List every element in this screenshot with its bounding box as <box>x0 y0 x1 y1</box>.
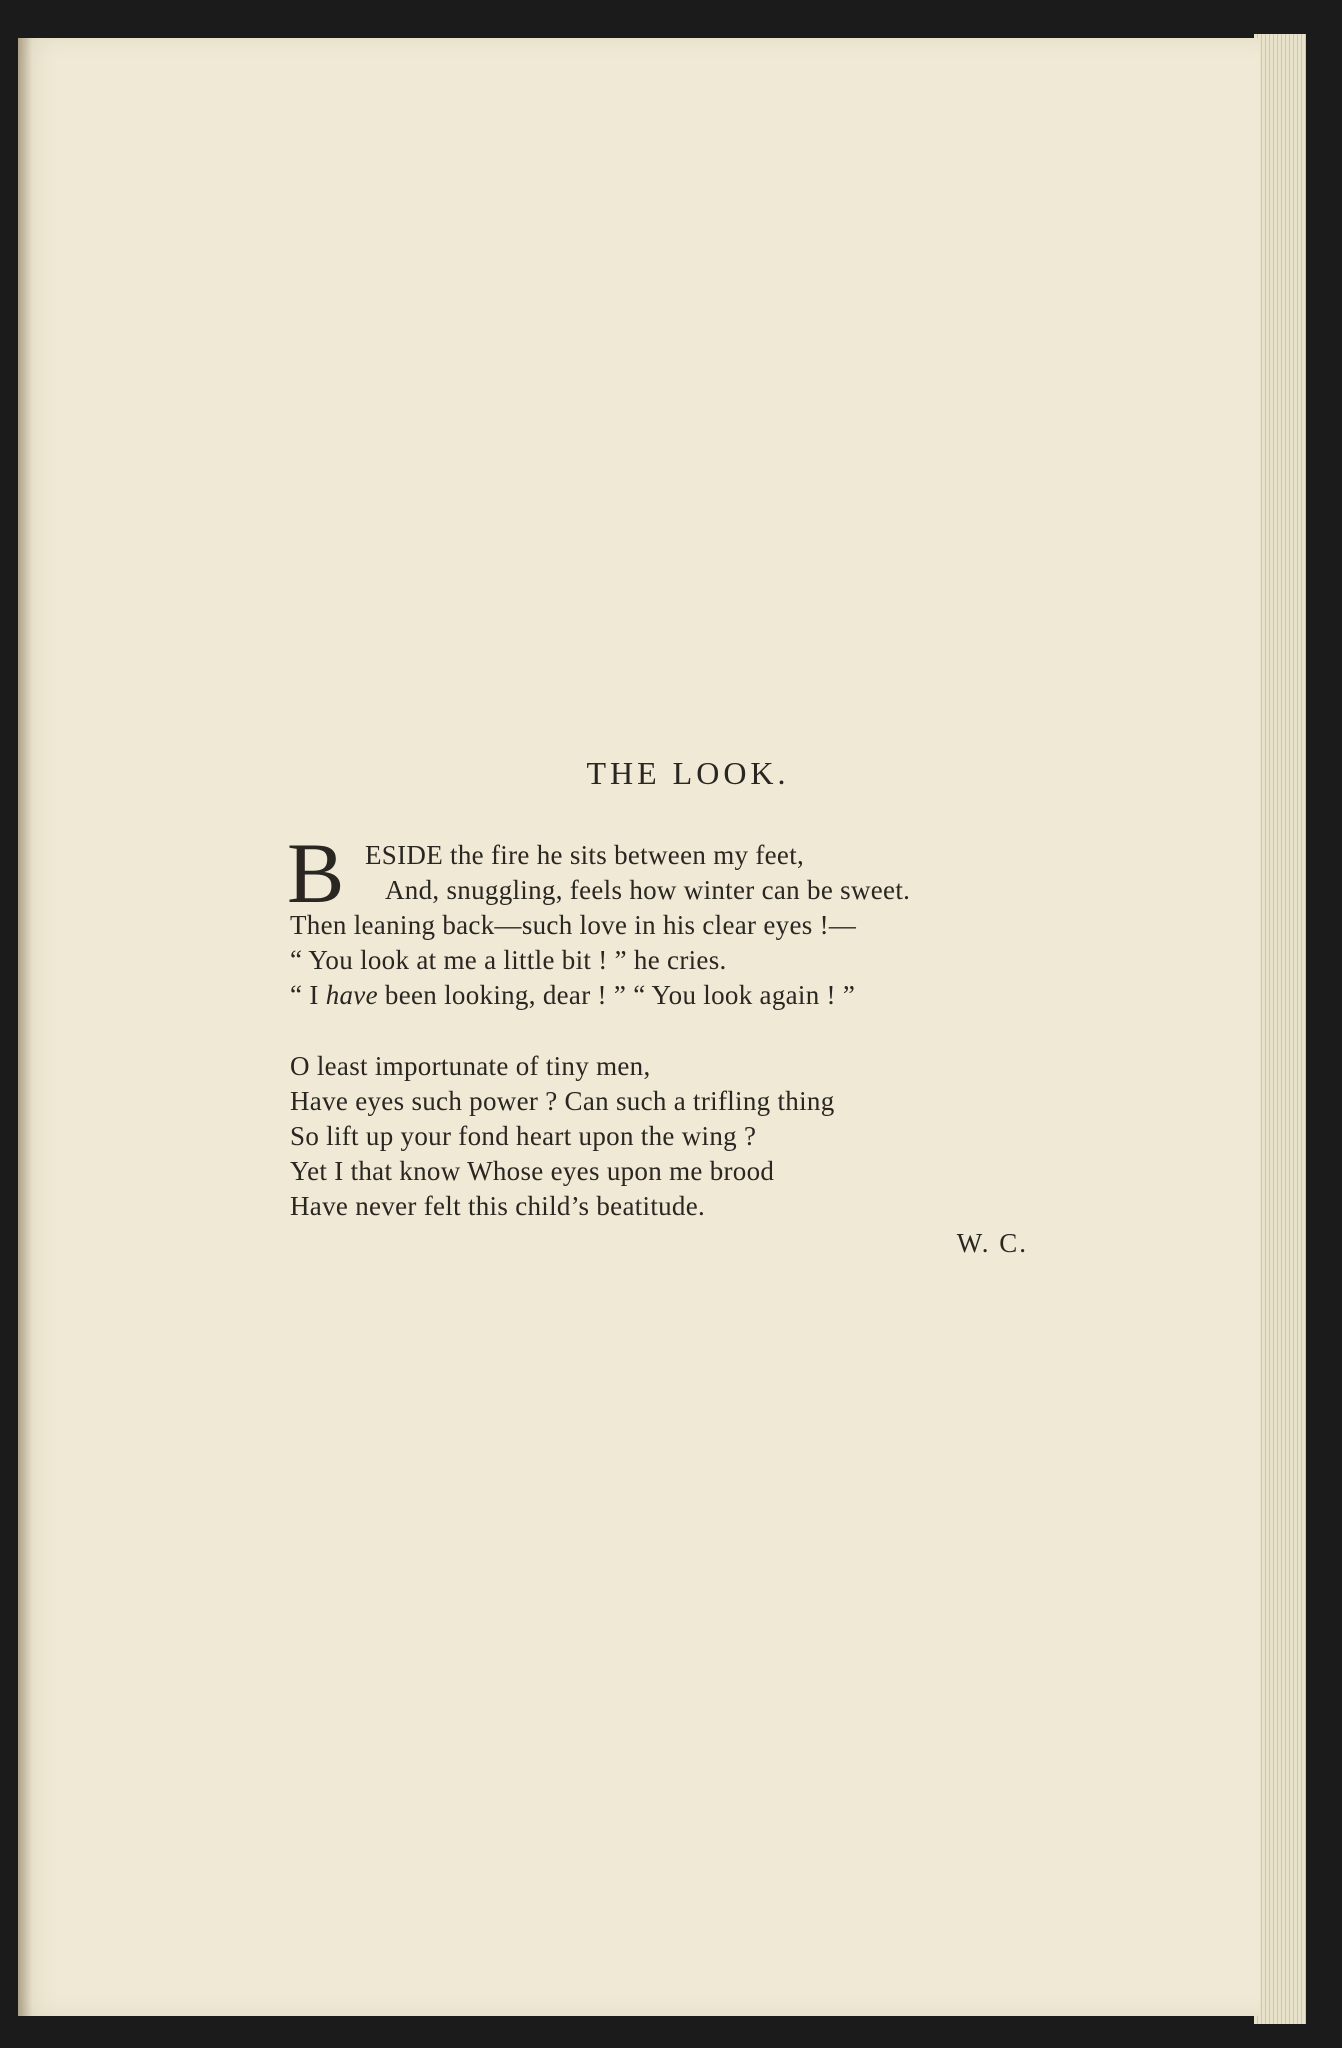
emphasized-word: have <box>325 980 378 1010</box>
poem-line-text: been looking, dear ! ” “ You look again ! ” <box>377 980 856 1010</box>
poem-line: Have eyes such power ? Can such a trifling thing <box>290 1086 835 1116</box>
page-edges <box>1254 34 1306 2024</box>
author-signature: W. C. <box>956 1228 1028 1258</box>
poem-line: Then leaning back—such love in his clear eyes !— <box>290 910 857 940</box>
stanza-1 <box>287 825 1050 1013</box>
poem-line: Yet I that know Whose eyes upon me brood <box>290 1156 775 1186</box>
poem-line-text: “ I <box>290 980 326 1010</box>
spine-shadow <box>18 38 32 2016</box>
poem-line: Have never felt this child’s beatitude. <box>290 1191 706 1221</box>
poem-line-text: ESIDE the fire he sits between my feet, <box>365 840 805 870</box>
stanza-gap <box>290 1013 1050 1049</box>
drop-cap: B <box>287 825 345 921</box>
poem <box>287 755 1050 1261</box>
poem-line: “ You look at me a little bit ! ” he cries. <box>290 945 727 975</box>
poem-line: And, snuggling, feels how winter can be sweet. <box>385 875 911 905</box>
poem-line <box>290 978 1050 1013</box>
poem-title: THE LOOK. <box>586 755 790 791</box>
poem-line: O least importunate of tiny men, <box>290 1051 651 1081</box>
book-cover-edge <box>1306 20 1342 2048</box>
stanza-2 <box>290 1049 1050 1224</box>
poem-line: So lift up your fond heart upon the wing ? <box>290 1121 757 1151</box>
